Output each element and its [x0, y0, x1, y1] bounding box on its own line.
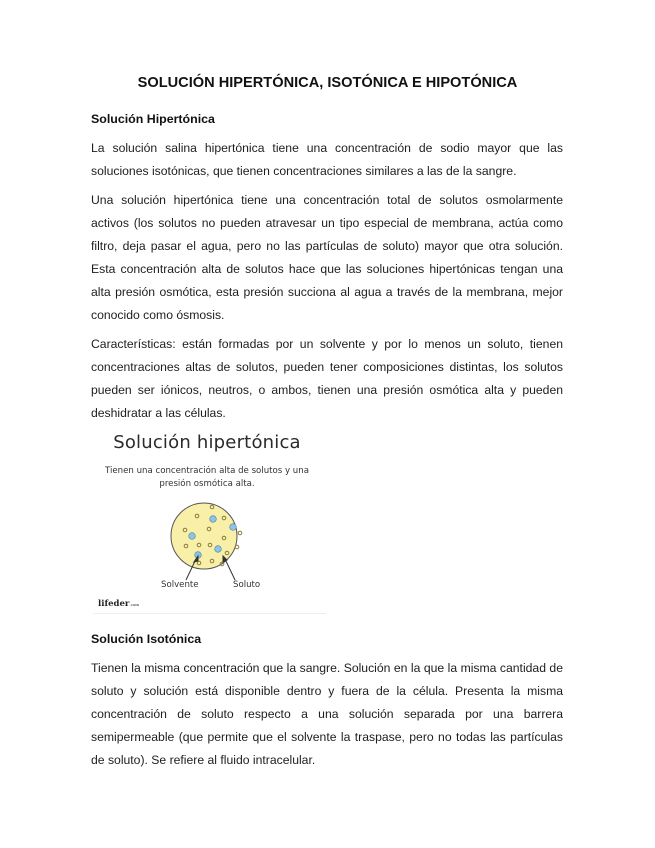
figure-subtitle-line: Tienen una concentración alta de solutos y una	[105, 466, 309, 476]
logo-text: lifeder	[98, 599, 130, 609]
solute-label: Soluto	[233, 580, 261, 590]
lifeder-logo	[98, 599, 139, 609]
figure-subtitle-line: presión osmótica alta.	[159, 479, 255, 489]
section-heading-hipertonica: Solución Hipertónica	[91, 112, 215, 126]
hypertonic-solution-figure	[88, 428, 326, 616]
paragraph: Características: están formadas por un solvente y por lo menos un soluto, tienen concentraciones altas de solutos, pueden tener composiciones distintas, los solutos pueden ser iónicos, neutros, o ambos, tienen una presión osmótica alta y pueden deshidratar a las células.	[91, 337, 563, 420]
section-heading-isotonica: Solución Isotónica	[91, 632, 202, 646]
paragraph: Tienen la misma concentración que la sangre. Solución en la que la misma cantidad de soluto y solución está disponible dentro y fuera de la célula. Presenta la misma concentración de soluto respecto a una solución separada por una barrera semipermeable (que permite que el solvente la traspase, pero no todas las partículas de soluto). Se refiere al fluido intracelular.	[91, 661, 563, 767]
figure-title: Solución hipertónica	[113, 432, 301, 453]
document-title: SOLUCIÓN HIPERTÓNICA, ISOTÓNICA E HIPOTÓNICA	[137, 75, 518, 91]
paragraph: Una solución hipertónica tiene una concentración total de solutos osmolarmente activos (los solutos no pueden atravesar un tipo especial de membrana, actúa como filtro, deja pasar el agua, pero no las partículas de soluto) mayor que otra solución. Esta concentración alta de solutos hace que las soluciones hipertónicas tengan una alta presión osmótica, esta presión succiona al agua a través de la membrana, mejor conocido como ósmosis.	[91, 193, 563, 322]
solution-circle-icon	[88, 428, 326, 616]
logo-suffix: .com	[129, 602, 140, 607]
paragraph: La solución salina hipertónica tiene una concentración de sodio mayor que las soluciones isotónicas, que tienen concentraciones similares a las de la sangre.	[91, 141, 563, 178]
solvent-label: Solvente	[161, 580, 199, 590]
figure-bottom-rule	[93, 613, 326, 614]
